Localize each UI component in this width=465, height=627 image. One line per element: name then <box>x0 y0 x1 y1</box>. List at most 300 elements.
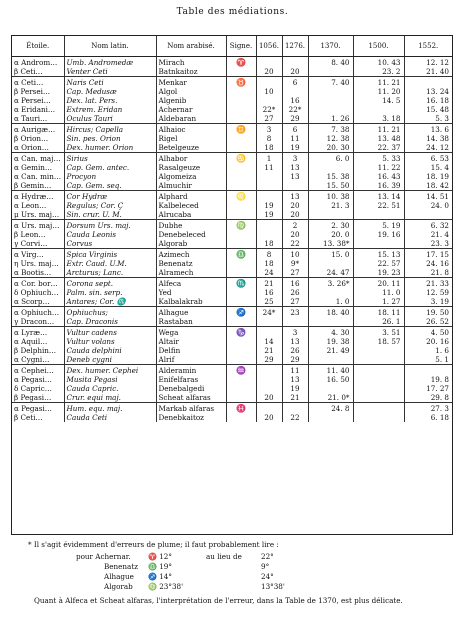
cell-latin-name: Cap. Gem. antec. <box>64 163 156 172</box>
cell-y1056 <box>256 327 282 338</box>
zodiac-sign-cell <box>226 210 256 220</box>
cell-y1056: 24* <box>256 307 282 318</box>
cell-y1552: 27. 3 <box>404 403 452 414</box>
cell-y1056: 24 <box>256 268 282 278</box>
cell-y1276: 13 <box>282 172 308 181</box>
zodiac-sign-cell <box>226 375 256 384</box>
table-row <box>12 346 452 355</box>
cell-y1500: 20. 11 <box>353 278 404 289</box>
cell-y1552: 26. 52 <box>404 317 452 327</box>
table-row <box>12 278 452 289</box>
cell-y1552: 12. 12 <box>404 57 452 68</box>
cell-y1552: 21. 33 <box>404 278 452 289</box>
cell-y1370 <box>308 87 353 96</box>
cell-arabic-name: Markab alfaras <box>156 403 226 414</box>
cell-y1500: 3. 51 <box>353 327 404 338</box>
table-row <box>12 77 452 88</box>
cell-y1276 <box>282 317 308 327</box>
cell-arabic-name: Aldebaran <box>156 114 226 124</box>
cell-y1500 <box>353 413 404 422</box>
table-row <box>12 105 452 114</box>
cell-latin-name: Hircus; Capella <box>64 124 156 135</box>
header-star: Étoile. <box>12 36 64 57</box>
cell-y1552: 13. 6 <box>404 124 452 135</box>
cell-arabic-name: Alramech <box>156 268 226 278</box>
cell-y1500: 22. 57 <box>353 259 404 268</box>
cell-star: α Pegasi… <box>14 375 52 384</box>
table-row <box>12 249 452 260</box>
cell-latin-name: Cauda Ceti <box>64 413 156 422</box>
cell-star: α Can. maj… <box>12 153 64 164</box>
cell-star: α Can. min… <box>14 172 62 181</box>
cell-y1500: 11. 20 <box>353 87 404 96</box>
cell-star: α Aquil… <box>14 337 48 346</box>
cell-star: γ Dracon… <box>14 317 55 326</box>
cell-y1552: 24. 12 <box>404 143 452 153</box>
table-row <box>12 67 452 77</box>
table-row <box>12 413 452 422</box>
cell-y1552: 5. 1 <box>404 355 452 365</box>
cell-arabic-name: Mirach <box>156 57 226 68</box>
cell-star: α Cephei… <box>12 365 64 376</box>
cell-latin-name: Cap. Gem. seq. <box>64 181 156 191</box>
zodiac-sign-cell <box>226 297 256 307</box>
cell-star: β Delphin… <box>14 346 57 355</box>
cell-y1276: 9* <box>282 259 308 268</box>
cell-y1276: 20 <box>282 230 308 239</box>
cell-y1370: 10. 38 <box>308 191 353 202</box>
cell-y1500: 26. 1 <box>353 317 404 327</box>
zodiac-sign-cell <box>226 96 256 105</box>
correction-benenatz-wrong: 9° <box>261 562 270 571</box>
cell-y1370: 12. 38 <box>308 134 353 143</box>
cell-arabic-name: Enifelfaras <box>156 375 226 384</box>
cell-y1500 <box>353 346 404 355</box>
cell-y1056 <box>256 181 282 191</box>
cell-latin-name: Extrem. Eridan <box>64 105 156 114</box>
cell-arabic-name: Altair <box>156 337 226 346</box>
cell-y1056: 20 <box>256 67 282 77</box>
cell-arabic-name: Menkar <box>156 77 226 88</box>
zodiac-sign-cell: ♌ <box>226 191 256 202</box>
cell-star: α Gemin… <box>14 163 53 172</box>
cell-y1500 <box>353 355 404 365</box>
table-body <box>12 57 452 423</box>
cell-star: α Cor. bor… <box>12 278 64 289</box>
correction-alhague-wrong: 24° <box>261 572 274 581</box>
cell-y1056: 18 <box>256 239 282 249</box>
cell-latin-name: Hum. equ. maj. <box>64 403 156 414</box>
cell-y1056 <box>256 220 282 231</box>
cell-star: α Orion… <box>14 143 49 152</box>
cell-y1276: 3 <box>282 327 308 338</box>
cell-y1370: 3. 26* <box>308 278 353 289</box>
cell-latin-name: Antares; Cor. ♏ <box>64 297 156 307</box>
cell-y1276: 6 <box>282 124 308 135</box>
cell-latin-name: Vultur cadens <box>64 327 156 338</box>
cell-y1500: 18. 57 <box>353 337 404 346</box>
cell-y1500: 11. 21 <box>353 77 404 88</box>
cell-y1552: 14. 38 <box>404 134 452 143</box>
cell-y1370: 8. 40 <box>308 57 353 68</box>
cell-y1500: 18. 11 <box>353 307 404 318</box>
cell-y1056: 27 <box>256 114 282 124</box>
zodiac-sign-cell: ♓ <box>226 403 256 414</box>
cell-y1056: 18 <box>256 143 282 153</box>
cell-y1370: 19. 38 <box>308 337 353 346</box>
cell-y1552: 21. 8 <box>404 268 452 278</box>
zodiac-sign-cell <box>226 268 256 278</box>
cell-y1056: 19 <box>256 201 282 210</box>
table-row <box>12 134 452 143</box>
cell-latin-name: Extr. Caud. U.M. <box>64 259 156 268</box>
cell-star: α Scorp… <box>14 297 50 306</box>
cell-y1276 <box>282 57 308 68</box>
zodiac-sign-cell <box>226 288 256 297</box>
table-row <box>12 403 452 414</box>
cell-y1370 <box>308 210 353 220</box>
cell-y1056: 11 <box>256 163 282 172</box>
cell-star: μ Urs. maj… <box>14 210 60 219</box>
cell-y1056 <box>256 172 282 181</box>
cell-y1276: 22 <box>282 239 308 249</box>
cell-y1276 <box>282 87 308 96</box>
cell-arabic-name: Algorab <box>156 239 226 249</box>
cell-y1276 <box>282 403 308 414</box>
cell-arabic-name: Algol <box>156 87 226 96</box>
cell-arabic-name: Wega <box>156 327 226 338</box>
cell-arabic-name: Kalbeleced <box>156 201 226 210</box>
cell-y1276: 11 <box>282 134 308 143</box>
cell-y1500 <box>353 375 404 384</box>
header-1276: 1276. <box>282 36 308 57</box>
table-row <box>12 337 452 346</box>
footnotes <box>16 540 456 606</box>
cell-y1370 <box>308 163 353 172</box>
cell-y1056: 20 <box>256 413 282 422</box>
zodiac-sign-cell: ♍ <box>226 220 256 231</box>
cell-y1276: 27 <box>282 268 308 278</box>
cell-y1552: 14. 51 <box>404 191 452 202</box>
table-row <box>12 201 452 210</box>
cell-y1276: 2 <box>282 220 308 231</box>
header-1370: 1370. <box>308 36 353 57</box>
zodiac-sign-cell <box>226 143 256 153</box>
cell-y1056: 29 <box>256 355 282 365</box>
correction-achernar-wrong: 22° <box>261 552 274 561</box>
zodiac-sign-cell: ♋ <box>226 153 256 164</box>
footnote-intro: * Il s'agit évidemment d'erreurs de plume; il faut probablement lire : <box>28 540 279 549</box>
cell-star: β Ceti… <box>14 67 43 76</box>
cell-y1276: 27 <box>282 297 308 307</box>
page-title: Table des médiations. <box>176 7 289 17</box>
cell-y1370: 24. 8 <box>308 403 353 414</box>
zodiac-sign-cell: ♑ <box>226 327 256 338</box>
zodiac-sign-cell <box>226 337 256 346</box>
table-row <box>12 393 452 403</box>
cell-latin-name: Arcturus; Lanc. <box>64 268 156 278</box>
cell-y1552: 24. 16 <box>404 259 452 268</box>
cell-latin-name: Ophiuchus; <box>64 307 156 318</box>
cell-y1500: 5. 33 <box>353 153 404 164</box>
cell-latin-name: Dex. humer. Cephei <box>64 365 156 376</box>
zodiac-sign-cell: ♉ <box>226 77 256 88</box>
cell-y1056: 3 <box>256 124 282 135</box>
cell-y1370: 16. 50 <box>308 375 353 384</box>
cell-arabic-name: Denebkaitoz <box>156 413 226 422</box>
zodiac-sign-cell <box>226 181 256 191</box>
cell-y1552: 19. 50 <box>404 307 452 318</box>
cell-y1056: 8 <box>256 134 282 143</box>
cell-arabic-name: Alhabor <box>156 153 226 164</box>
header-sign: Signe. <box>226 36 256 57</box>
zodiac-sign-cell <box>226 355 256 365</box>
header-1056: 1056. <box>256 36 282 57</box>
table-row <box>12 297 452 307</box>
cell-star: δ Ophiuch… <box>14 288 59 297</box>
cell-latin-name: Musita Pegasi <box>64 375 156 384</box>
cell-y1276: 6 <box>282 77 308 88</box>
cell-star: α Aurigæ… <box>12 124 64 135</box>
footnote-final: Quant à Alfeca et Scheat alfaras, l'interprétation de l'erreur, dans la Table de 1370, est plus délicate. <box>34 596 403 605</box>
cell-y1552 <box>404 365 452 376</box>
cell-star: β Persei… <box>14 87 51 96</box>
footnote-pour: pour Achernar. <box>76 552 131 561</box>
cell-latin-name: Dorsum Urs. maj. <box>64 220 156 231</box>
cell-y1552: 15. 48 <box>404 105 452 114</box>
cell-y1370: 20. 30 <box>308 143 353 153</box>
cell-y1552: 4. 50 <box>404 327 452 338</box>
cell-star: β Pegasi… <box>14 393 52 402</box>
cell-y1552: 1. 6 <box>404 346 452 355</box>
cell-latin-name: Oculus Tauri <box>64 114 156 124</box>
cell-y1056: 19 <box>256 210 282 220</box>
cell-y1552: 17. 15 <box>404 249 452 260</box>
correction-benenatz-star: Benenatz <box>104 562 139 571</box>
cell-latin-name: Vultur volans <box>64 337 156 346</box>
cell-y1056 <box>256 375 282 384</box>
cell-star: α Tauri… <box>14 114 48 123</box>
table-row <box>12 384 452 393</box>
cell-y1056: 22* <box>256 105 282 114</box>
correction-algorab-star: Algorab <box>104 582 133 591</box>
table-row <box>12 239 452 249</box>
cell-y1056 <box>256 365 282 376</box>
cell-y1552: 17. 27 <box>404 384 452 393</box>
cell-y1276: 16 <box>282 278 308 289</box>
cell-y1370: 15. 38 <box>308 172 353 181</box>
cell-arabic-name: Yed <box>156 288 226 297</box>
table-row <box>12 172 452 181</box>
zodiac-sign-cell <box>226 87 256 96</box>
cell-arabic-name: Alhaioc <box>156 124 226 135</box>
zodiac-sign-cell <box>226 346 256 355</box>
cell-y1056 <box>256 57 282 68</box>
cell-latin-name: Spica Virginis <box>64 249 156 260</box>
cell-y1276: 13 <box>282 191 308 202</box>
cell-latin-name: Cap. Draconis <box>64 317 156 327</box>
table-row <box>12 87 452 96</box>
table-row <box>12 288 452 297</box>
zodiac-sign-cell <box>226 393 256 403</box>
cell-y1500 <box>353 105 404 114</box>
cell-latin-name: Cauda Leonis <box>64 230 156 239</box>
cell-y1276: 13 <box>282 375 308 384</box>
cell-y1500: 11. 21 <box>353 124 404 135</box>
zodiac-sign-cell: ♊ <box>226 124 256 135</box>
cell-y1056 <box>256 317 282 327</box>
table-row <box>12 230 452 239</box>
cell-latin-name: Cor Hydræ <box>64 191 156 202</box>
cell-y1370: 13. 38* <box>308 239 353 249</box>
cell-arabic-name: Batnkaitoz <box>156 67 226 77</box>
cell-y1552: 19. 8 <box>404 375 452 384</box>
cell-y1370: 11. 40 <box>308 365 353 376</box>
correction-alhague-value: ♐ 14° <box>148 572 172 581</box>
correction-achernar-value: ♈ 12° <box>148 552 172 561</box>
cell-star: α Virg… <box>12 249 64 260</box>
cell-star: α Eridani… <box>14 105 56 114</box>
cell-y1500: 23. 2 <box>353 67 404 77</box>
table-row <box>12 375 452 384</box>
cell-y1552: 6. 18 <box>404 413 452 422</box>
cell-y1370 <box>308 355 353 365</box>
cell-latin-name: Palm. sin. serp. <box>64 288 156 297</box>
cell-y1276: 29 <box>282 355 308 365</box>
cell-arabic-name: Alfeca <box>156 278 226 289</box>
cell-star: α Ophiuch… <box>12 307 64 318</box>
cell-arabic-name: Dubhe <box>156 220 226 231</box>
footnote-au-lieu: au lieu de <box>206 552 242 561</box>
cell-y1370: 7. 40 <box>308 77 353 88</box>
zodiac-sign-cell: ♎ <box>226 249 256 260</box>
zodiac-sign-cell: ♒ <box>226 365 256 376</box>
cell-latin-name: Corvus <box>64 239 156 249</box>
cell-y1276: 11 <box>282 365 308 376</box>
cell-y1500: 16. 39 <box>353 181 404 191</box>
cell-y1500: 1. 27 <box>353 297 404 307</box>
table-row <box>12 355 452 365</box>
zodiac-sign-cell <box>226 239 256 249</box>
cell-y1370: 6. 0 <box>308 153 353 164</box>
table-row <box>12 96 452 105</box>
cell-y1552: 13. 24 <box>404 87 452 96</box>
zodiac-sign-cell <box>226 163 256 172</box>
cell-arabic-name: Kalbalakrab <box>156 297 226 307</box>
table-row <box>12 210 452 220</box>
cell-y1552: 16. 18 <box>404 96 452 105</box>
cell-star: α Bootis… <box>14 268 52 277</box>
cell-y1370: 1. 26 <box>308 114 353 124</box>
zodiac-sign-cell <box>226 384 256 393</box>
table-row <box>12 191 452 202</box>
cell-y1500 <box>353 365 404 376</box>
cell-y1056 <box>256 403 282 414</box>
zodiac-sign-cell <box>226 114 256 124</box>
cell-star: α Leon… <box>14 201 47 210</box>
zodiac-sign-cell <box>226 259 256 268</box>
cell-y1552: 12. 59 <box>404 288 452 297</box>
cell-arabic-name: Achernar <box>156 105 226 114</box>
cell-y1500: 16. 43 <box>353 172 404 181</box>
correction-algorab-value: ♍ 23°38' <box>148 582 184 591</box>
cell-y1056 <box>256 77 282 88</box>
header-1500: 1500. <box>353 36 404 57</box>
cell-arabic-name: Rasalgeuze <box>156 163 226 172</box>
cell-arabic-name: Betelgeuze <box>156 143 226 153</box>
cell-star: α Persei… <box>14 96 51 105</box>
cell-y1276: 19 <box>282 143 308 153</box>
cell-latin-name: Venter Ceti <box>64 67 156 77</box>
cell-arabic-name: Alderamin <box>156 365 226 376</box>
cell-arabic-name: Alrif <box>156 355 226 365</box>
cell-y1370 <box>308 384 353 393</box>
cell-y1276: 21 <box>282 393 308 403</box>
cell-star: β Leon… <box>14 230 46 239</box>
cell-latin-name: Corona sept. <box>64 278 156 289</box>
table-row <box>12 114 452 124</box>
cell-arabic-name: Almuchir <box>156 181 226 191</box>
cell-y1552: 18. 42 <box>404 181 452 191</box>
cell-latin-name: Cauda delphini <box>64 346 156 355</box>
cell-y1056: 21 <box>256 278 282 289</box>
cell-y1552 <box>404 77 452 88</box>
cell-y1500: 11. 22 <box>353 163 404 172</box>
mediation-table <box>12 36 452 422</box>
cell-y1056: 14 <box>256 337 282 346</box>
cell-arabic-name: Scheat alfaras <box>156 393 226 403</box>
cell-y1056: 18 <box>256 259 282 268</box>
zodiac-sign-cell: ♐ <box>226 307 256 318</box>
cell-arabic-name: Algomeiza <box>156 172 226 181</box>
table-row <box>12 143 452 153</box>
cell-arabic-name: Alphard <box>156 191 226 202</box>
mediation-table-frame <box>11 35 453 535</box>
table-row <box>12 327 452 338</box>
cell-y1500 <box>353 210 404 220</box>
cell-y1056 <box>256 191 282 202</box>
cell-star: δ Capric… <box>14 384 52 393</box>
cell-latin-name: Crur. equi maj. <box>64 393 156 403</box>
cell-y1276 <box>282 181 308 191</box>
cell-arabic-name: Rigel <box>156 134 226 143</box>
cell-y1370: 21. 49 <box>308 346 353 355</box>
cell-y1552: 6. 53 <box>404 153 452 164</box>
table-row <box>12 124 452 135</box>
cell-y1370: 4. 30 <box>308 327 353 338</box>
cell-y1370: 24. 47 <box>308 268 353 278</box>
cell-y1552: 21. 40 <box>404 67 452 77</box>
cell-y1056: 21 <box>256 346 282 355</box>
cell-arabic-name: Denebalgedi <box>156 384 226 393</box>
cell-y1276: 22* <box>282 105 308 114</box>
cell-arabic-name: Benenatz <box>156 259 226 268</box>
cell-y1552: 20. 16 <box>404 337 452 346</box>
cell-arabic-name: Denebeleced <box>156 230 226 239</box>
cell-y1500 <box>353 393 404 403</box>
cell-y1056 <box>256 230 282 239</box>
cell-arabic-name: Rastaban <box>156 317 226 327</box>
cell-y1370: 20. 0 <box>308 230 353 239</box>
cell-y1552: 18. 19 <box>404 172 452 181</box>
zodiac-sign-cell <box>226 172 256 181</box>
cell-y1056: 20 <box>256 393 282 403</box>
zodiac-sign-cell <box>226 317 256 327</box>
cell-y1500: 10. 43 <box>353 57 404 68</box>
cell-y1370: 21. 3 <box>308 201 353 210</box>
zodiac-sign-cell <box>226 201 256 210</box>
table-row <box>12 268 452 278</box>
